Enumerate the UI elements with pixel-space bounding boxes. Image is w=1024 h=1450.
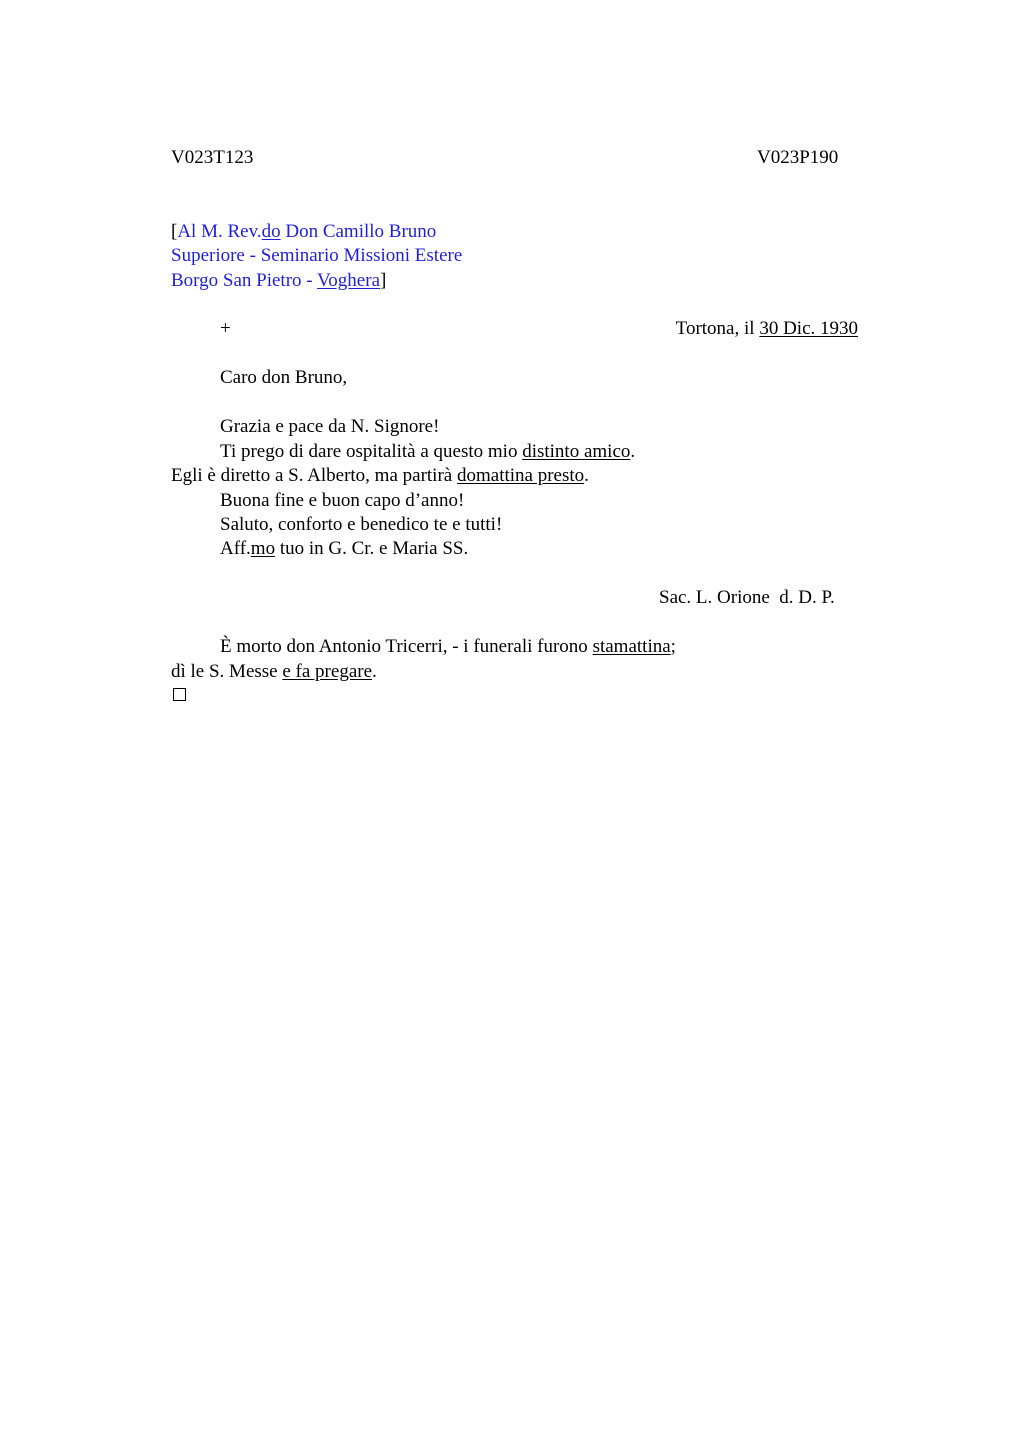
- body-line-2-text: Ti prego di dare ospitalità a questo mio: [220, 441, 523, 462]
- salutation: Caro don Bruno,: [220, 367, 348, 388]
- postscript-line-1-underlined: stamattina: [592, 636, 671, 657]
- postscript-line-1-text: È morto don Antonio Tricerri, - i funerali furono: [220, 636, 593, 657]
- postscript-line-2-text: dì le S. Messe: [171, 661, 283, 682]
- body-line-4: Buona fine e buon capo d’anno!: [220, 490, 465, 511]
- body-line-2-end: .: [630, 441, 636, 462]
- closing-suffix: tuo in G. Cr. e Maria SS.: [275, 538, 469, 559]
- dateline: [676, 317, 858, 341]
- postscript-line-2-end: .: [372, 661, 377, 682]
- body-line-3-end: .: [584, 465, 589, 486]
- address-line-1: [171, 220, 436, 244]
- body-line-6: [220, 537, 468, 561]
- dateline-date: 30 Dic. 1930: [759, 318, 858, 339]
- checkbox-square-icon: [173, 688, 186, 701]
- address-street: Borgo San Pietro -: [171, 270, 318, 291]
- closing-abbrev: mo: [250, 538, 276, 559]
- body-greeting: Grazia e pace da N. Signore!: [220, 416, 440, 437]
- address-title: Al M. Rev.: [177, 221, 262, 242]
- postscript-line-2: [171, 660, 377, 684]
- address-city: Voghera: [317, 270, 380, 291]
- dateline-place: Tortona, il: [675, 318, 760, 339]
- address-line-3: [171, 269, 386, 293]
- address-bracket-open: [: [171, 221, 178, 242]
- address-title-abbrev: do: [261, 221, 281, 242]
- address-line-2: Superiore - Seminario Missioni Estere: [171, 245, 463, 266]
- cross-symbol: +: [220, 318, 231, 339]
- body-line-3: [171, 464, 589, 488]
- closing-prefix: Aff.: [220, 538, 251, 559]
- body-line-2: [220, 440, 635, 464]
- signature: Sac. L. Orione d. D. P.: [659, 587, 835, 608]
- body-line-3-underlined: domattina presto: [456, 465, 585, 486]
- header-left-code: V023T123: [171, 147, 254, 168]
- postscript-line-2-underlined: e fa pregare: [282, 661, 373, 682]
- body-line-3-text: Egli è diretto a S. Alberto, ma partirà: [171, 465, 457, 486]
- body-line-5: Saluto, conforto e benedico te e tutti!: [220, 514, 503, 535]
- postscript-line-1: [220, 635, 676, 659]
- header-right-code: V023P190: [757, 147, 839, 168]
- postscript-line-1-end: ;: [670, 636, 676, 657]
- address-recipient: Don Camillo Bruno: [280, 221, 437, 242]
- address-bracket-close: ]: [380, 270, 387, 291]
- body-line-2-underlined: distinto amico: [522, 441, 631, 462]
